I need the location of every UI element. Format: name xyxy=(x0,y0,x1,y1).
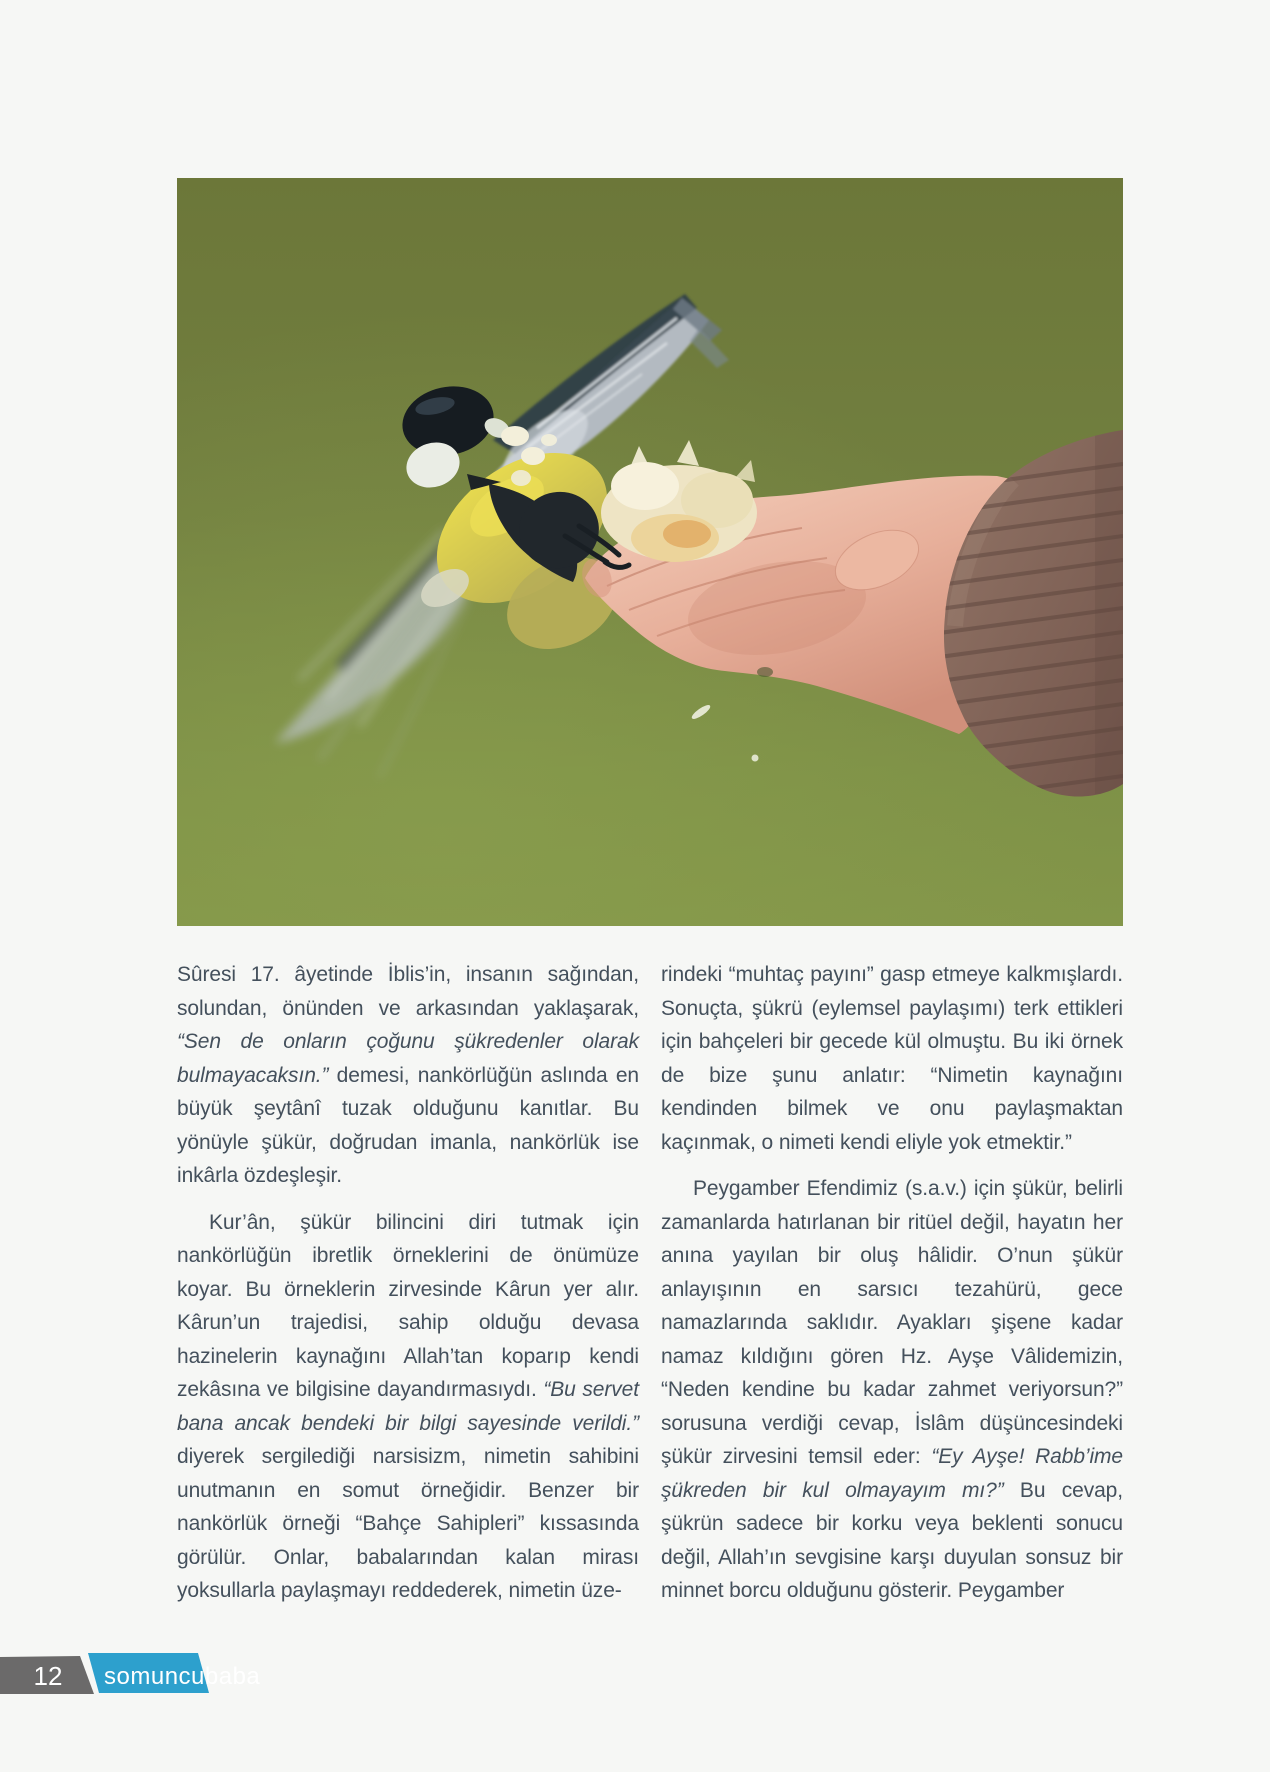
body-text: rindeki “muhtaç payını” gasp etmeye kalkmışlardı. Sonuçta, şükrü (eylemsel paylaşımı) terk ettikleri için bahçeleri bir gecede kül olmuştu. Bu iki örnek de bize şunu anlatır: “Nimetin kaynağını kendinden bilmek ve onu paylaşmaktan kaçınmak, o nimeti kendi eliyle yok etmektir.” xyxy=(661,963,1123,1154)
body-text: Peygamber Efendimiz (s.a.v.) için şükür, belirli zamanlarda hatırlanan bir ritüel değil, hayatın her anına yayılan bir oluş hâlidir. O’nun şükür anlayışının en sarsıcı tezahürü, gece namazlarında saklıdır. Ayakları şişene kadar namaz kıldığını gören Hz. Ayşe Vâlidemizin, “Neden kendine bu kadar zahmet veriyorsun?” sorusuna verdiği cevap, İslâm düşüncesindeki şükür zirvesini temsil eder: xyxy=(661,1177,1123,1468)
magazine-logo: somuncubaba xyxy=(104,1663,260,1690)
photo-illustration xyxy=(177,178,1123,926)
quoted-italic-text: “Bu servet bana ancak bendeki bir bilgi sayesinde verildi.” xyxy=(177,1378,639,1435)
body-text: diyerek sergilediği narsisizm, nimetin sahibini unutmanın en somut örneğidir. Benzer bir nankörlük örneği “Bahçe Sahipleri” kıssasında görülür. Onlar, babalarından kalan mirası yoksullarla paylaşmayı reddederek, nimetin üze- xyxy=(177,1445,639,1602)
body-text: demesi, nankörlüğün aslında en büyük şeytânî tuzak olduğunu kanıtlar. Bu yönüyle şükür, doğrudan imanla, nankörlük ise inkârla özdeşleşir. xyxy=(177,1063,639,1187)
paragraph xyxy=(177,958,639,1193)
quoted-italic-text: “Sen de onların çoğunu şükredenler olarak bulmayacaksın.” xyxy=(177,1030,639,1087)
body-text: Bu cevap, şükrün sadece bir korku veya beklenti sonucu değil, Allah’ın sevgisine karşı duyulan sonsuz bir minnet borcu olduğunu gösterir. Peygamber xyxy=(661,1478,1123,1602)
paragraph xyxy=(661,1172,1123,1608)
page-footer xyxy=(0,1652,260,1698)
text-column-left xyxy=(177,958,639,1621)
text-column-right xyxy=(661,958,1123,1621)
paragraph xyxy=(661,958,1123,1159)
page-number: 12 xyxy=(33,1661,63,1691)
quoted-italic-text: “Ey Ayşe! Rabb’ime şükreden bir kul olmayayım mı?” xyxy=(661,1445,1123,1502)
body-text: Kur’ân, şükür bilincini diri tutmak için nankörlüğün ibretlik örneklerini de önümüze koyar. Bu örneklerin zirvesinde Kârun yer alır. Kârun’un trajedisi, sahip olduğu devasa hazinelerin kaynağını Allah’tan koparıp kendi zekâsına ve bilgisine dayandırmasıydı. xyxy=(177,1210,639,1401)
paragraph xyxy=(177,1206,639,1608)
bird-feeding-photo xyxy=(177,178,1123,926)
body-text: Sûresi 17. âyetinde İblis’in, insanın sağından, solundan, önünden ve arkasından yaklaşarak, xyxy=(177,963,639,1020)
